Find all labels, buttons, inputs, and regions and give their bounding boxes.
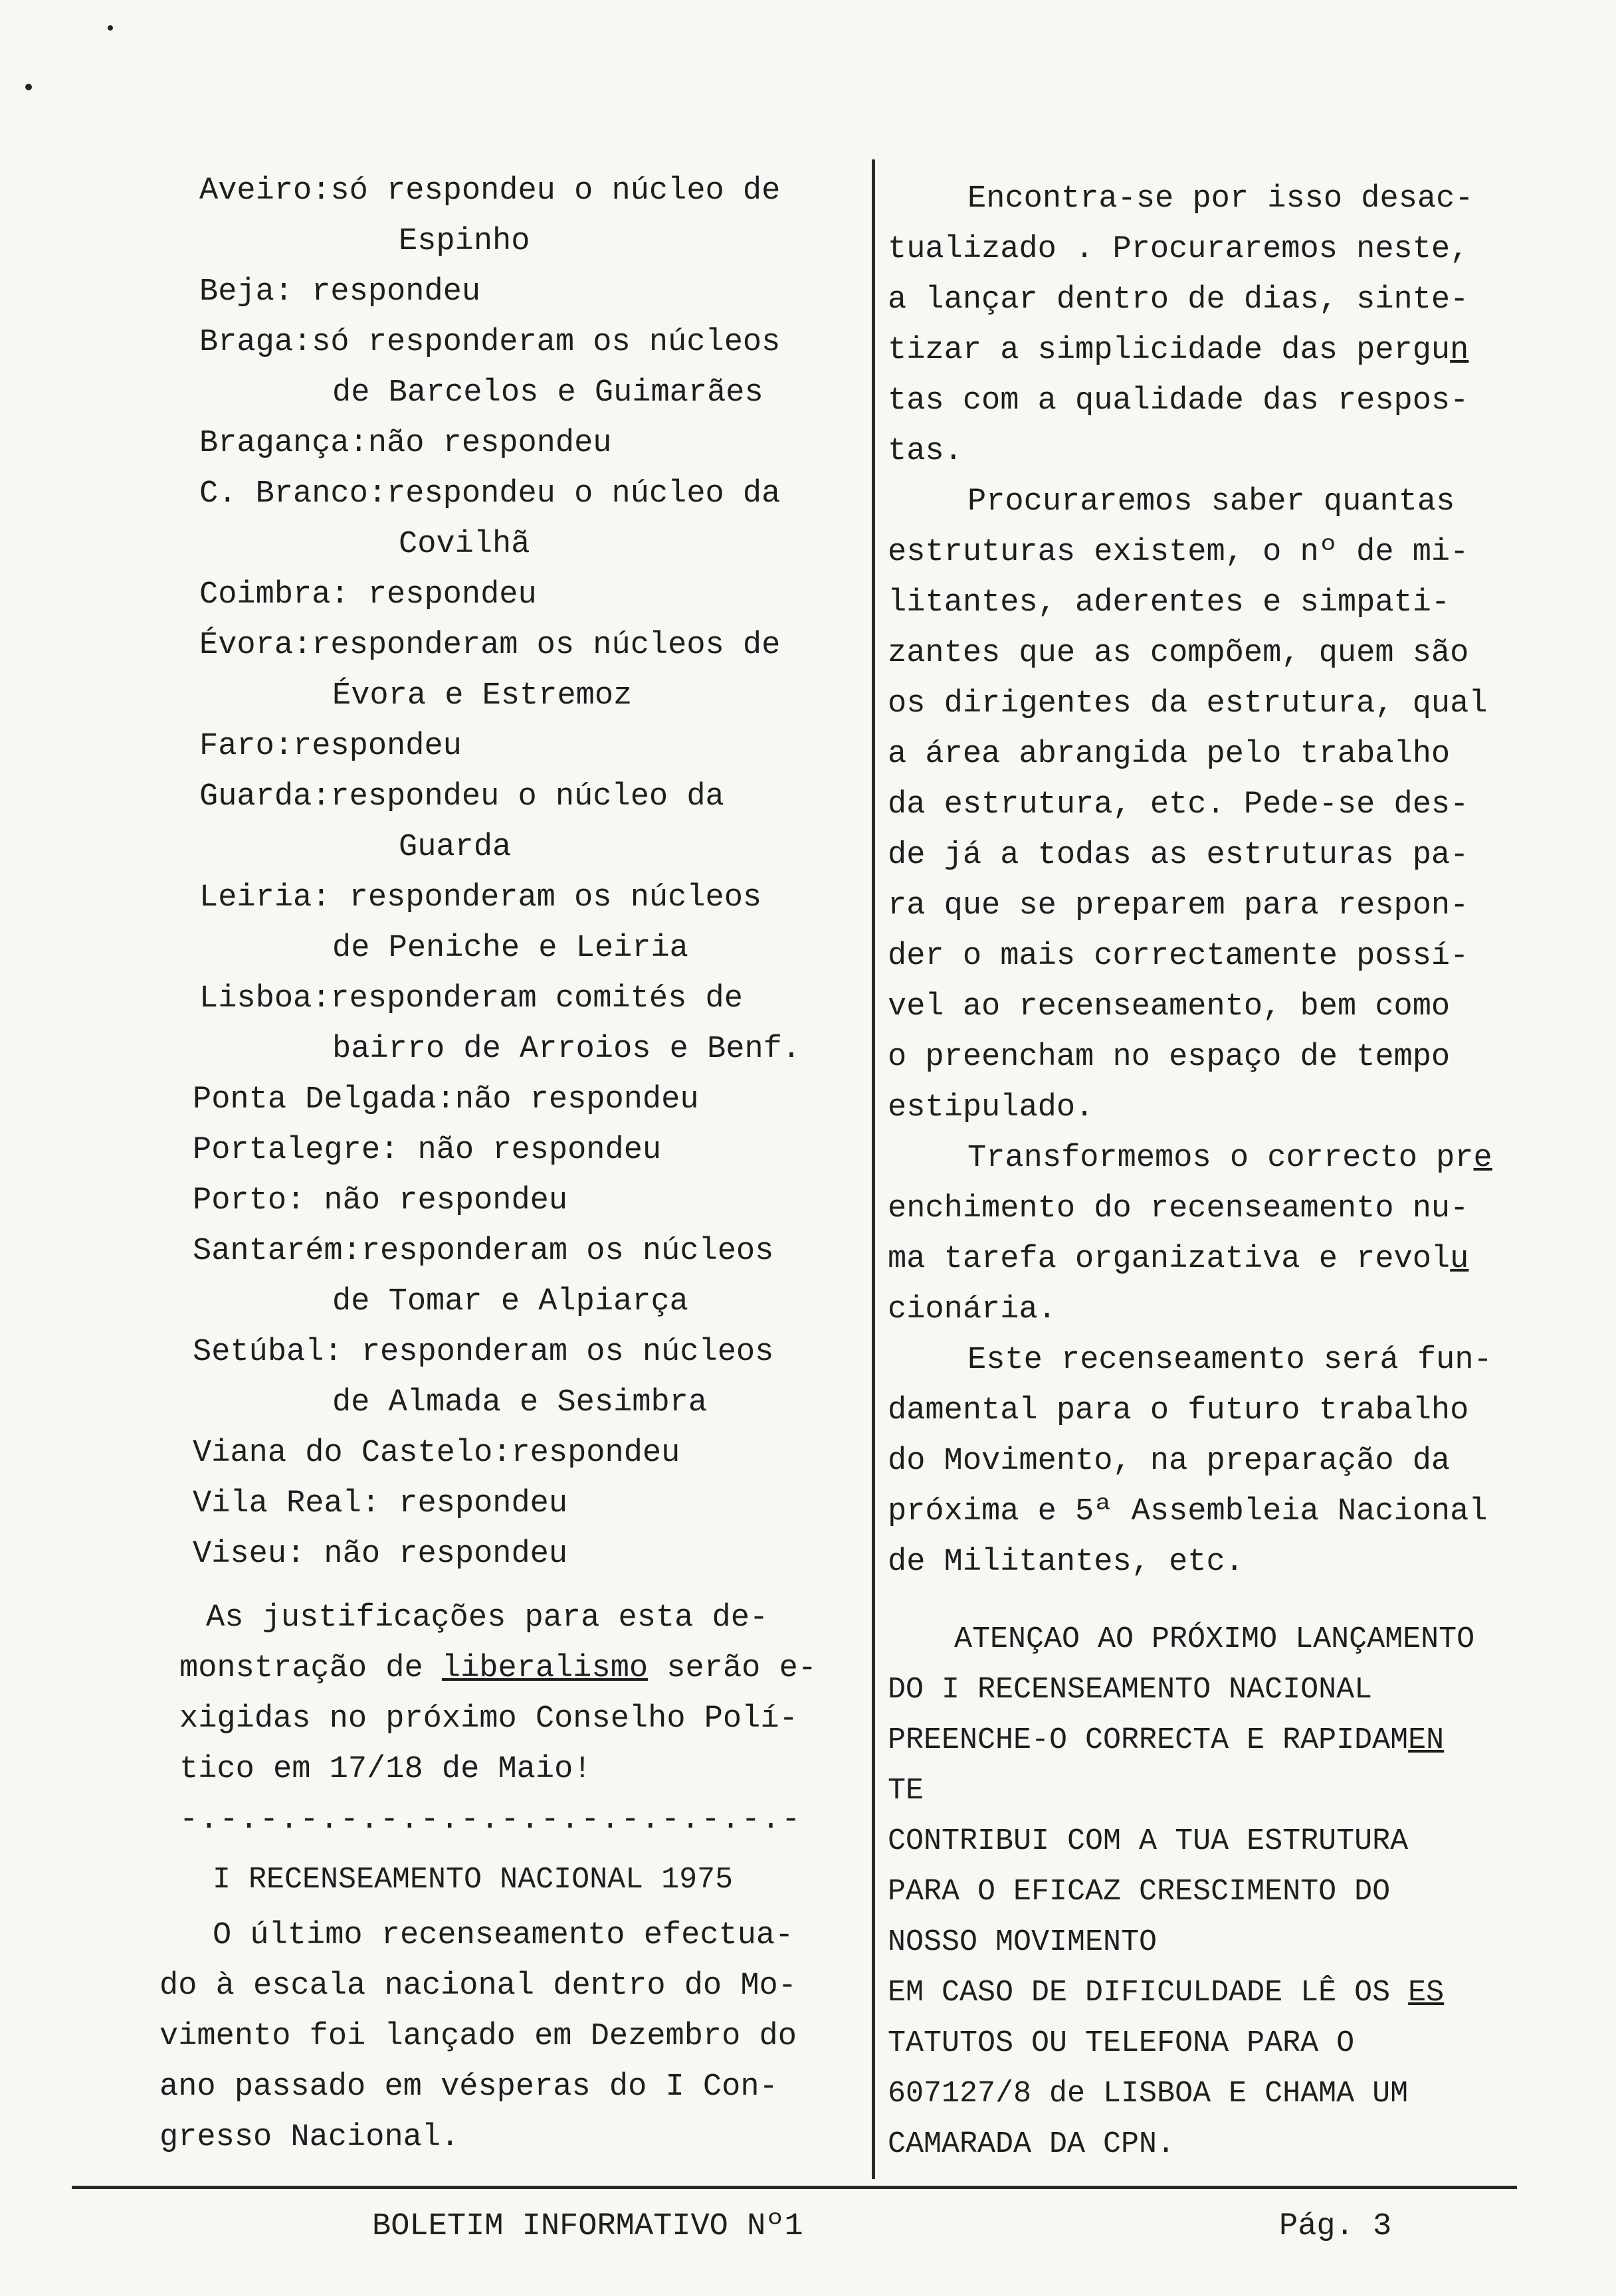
scan-speck	[25, 84, 32, 90]
census-list-item-continuation: de Almada e Sesimbra	[332, 1385, 708, 1420]
page-number: Pág. 3	[1279, 2209, 1392, 2244]
justification-paragraph: As justificações para esta de- monstração de liberalismo serão e- xigidas no próximo Conselho Polí- tico em 17/18 de Maio!	[179, 1600, 817, 1787]
census-list-item: Santarém:responderam os núcleos	[193, 1234, 774, 1269]
scan-speck	[108, 25, 113, 31]
census-list-item: Braga:só responderam os núcleos	[199, 325, 781, 360]
census-list-item: C. Branco:respondeu o núcleo da	[199, 476, 781, 512]
census-intro-paragraph: O último recenseamento efectua- do à escala nacional dentro do Mo- vimento foi lançado em Dezembro do ano passado em vésperas do I Con- gresso Nacional.	[159, 1918, 797, 2155]
census-list-item-continuation: Espinho	[399, 224, 530, 259]
census-list-item: Leiria: responderam os núcleos	[199, 880, 762, 915]
census-list-item: Porto: não respondeu	[193, 1183, 568, 1218]
bulletin-title: BOLETIM INFORMATIVO Nº1	[372, 2209, 803, 2244]
right-column	[888, 174, 1559, 2170]
census-list-item: Viseu: não respondeu	[193, 1537, 568, 1572]
census-list-item: Coimbra: respondeu	[199, 577, 537, 613]
census-list-item: Aveiro:só respondeu o núcleo de	[199, 173, 781, 209]
census-list-item: Portalegre: não respondeu	[193, 1133, 662, 1168]
importance-paragraph: Este recenseamento será fun- damental para o futuro trabalho do Movimento, na preparação da próxima e 5ª Assembleia Nacional de Militantes, etc.	[888, 1343, 1492, 1580]
census-list-item-continuation: de Peniche e Leiria	[332, 931, 688, 966]
census-outdated-paragraph: Encontra-se por isso desac- tualizado . Procuraremos neste, a lançar dentro de dias, sinte- tizar a simplicidade das pergun tas com a qualidade das respos- tas.	[888, 181, 1474, 469]
census-goals-paragraph: Procuraremos saber quantas estruturas existem, o nº de mi- litantes, aderentes e simpati- zantes que as compõem, quem são os dirigentes da estrutura, qual a área abrangida pelo trabalho da estrutura, etc. Pede-se des- de já a todas as estruturas pa- ra que se preparem para respon- der o mais correctamente possí- vel ao recenseamento, bem como o preencham no espaço de tempo estipulado.	[888, 484, 1488, 1125]
census-list-item: Viana do Castelo:respondeu	[193, 1436, 680, 1471]
census-list-item: Lisboa:responderam comités de	[199, 981, 743, 1016]
census-list-item-continuation: Évora e Estremoz	[332, 678, 633, 714]
section-separator: -.-.-.-.-.-.-.-.-.-.-.-.-.-.-.-	[179, 1802, 802, 1838]
footer-rule	[72, 2186, 1517, 2189]
census-list-item: Vila Real: respondeu	[193, 1486, 568, 1521]
census-list-item-continuation: Guarda	[399, 830, 512, 865]
census-list-item-continuation: de Barcelos e Guimarães	[332, 375, 763, 411]
census-section-title: I RECENSEAMENTO NACIONAL 1975	[213, 1863, 734, 1897]
census-list-item-continuation: de Tomar e Alpiarça	[332, 1284, 688, 1319]
left-column	[159, 166, 864, 2163]
column-divider	[872, 159, 875, 2179]
census-list-item-continuation: bairro de Arroios e Benf.	[332, 1032, 801, 1067]
census-list-item: Ponta Delgada:não respondeu	[193, 1082, 699, 1117]
census-list-item: Évora:responderam os núcleos de	[199, 628, 781, 663]
census-list-item: Beja: respondeu	[199, 274, 481, 310]
census-list-item: Faro:respondeu	[199, 729, 462, 764]
census-list-item: Setúbal: responderam os núcleos	[193, 1335, 774, 1370]
notice-box: ATENÇAO AO PRÓXIMO LANÇAMENTO DO I RECENSEAMENTO NACIONAL PREENCHE-O CORRECTA E RAPIDAMEN TE CONTRIBUI COM A TUA ESTRUTURA PARA O EFICAZ CRESCIMENTO DO NOSSO MOVIMENTO EM CASO DE DIFICULDADE LÊ OS ES TATUTOS OU TELEFONA PARA O 607127/8 de LISBOA E CHAMA UM CAMARADA DA CPN.	[888, 1622, 1475, 2161]
census-list-item-continuation: Covilhã	[399, 527, 530, 562]
transform-paragraph: Transformemos o correcto pre enchimento do recenseamento nu- ma tarefa organizativa e revolu cionária.	[888, 1141, 1492, 1327]
census-list-item: Guarda:respondeu o núcleo da	[199, 779, 724, 814]
census-list-item: Bragança:não respondeu	[199, 426, 612, 461]
census-response-list	[193, 166, 864, 1580]
